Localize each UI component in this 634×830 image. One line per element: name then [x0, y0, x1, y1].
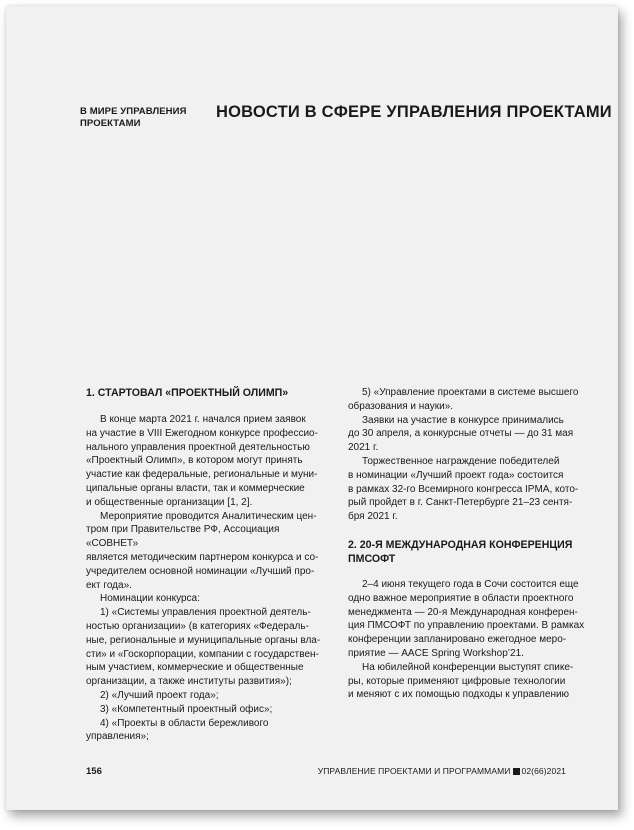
text-line: Номинации конкурса: — [100, 593, 200, 605]
text-line: и общественные организации [1, 2]. — [86, 496, 253, 508]
text-line: до 30 апреля, а конкурсные отчеты — до 31 мая — [348, 428, 574, 440]
text-line: Заявки на участие в конкурсе принимались — [362, 414, 564, 426]
text-line: 5) «Управление проектами в системе высшего — [362, 387, 579, 398]
page-number: 156 — [86, 766, 102, 777]
article-2-heading — [348, 538, 592, 566]
text-line: учредителем основной номинации «Лучший про- — [86, 565, 315, 577]
text-line: в номинации «Лучший проект года» состоится — [348, 469, 564, 481]
text-line: является методическим партнером конкурса и со- — [86, 551, 319, 563]
text-line: ные, региональные и муниципальные органы вла- — [86, 634, 321, 646]
text-line: рый пройдет в г. Санкт-Петербурге 21–23 сентя- — [348, 497, 573, 509]
text-line: конференции запланировано ежегодное меро- — [348, 634, 567, 646]
text-line: образования и науки». — [348, 400, 454, 412]
text-line: Мероприятие проводится Аналитическим цен- — [100, 510, 317, 522]
text-line: 2021 г. — [348, 442, 379, 454]
text-line: нального управления проектной деятельностью — [86, 441, 310, 453]
magazine-page — [6, 6, 618, 810]
text-line: в рамках 32-го Всемирного конгресса IPMA, кото- — [348, 483, 579, 495]
text-line: на участие в VIII Ежегодном конкурсе профессио- — [86, 427, 318, 439]
text-line: 2) «Лучший проект года»; — [100, 689, 219, 701]
text-line: и меняют с их помощью подходы к управлению — [348, 689, 570, 701]
text-line: участие как федеральные, региональные и муни- — [86, 469, 318, 481]
text-line: тром при Правительстве РФ, Ассоциация «СОВНЕТ» — [86, 524, 280, 550]
page-title: НОВОСТИ В СФЕРЕ УПРАВЛЕНИЯ ПРОЕКТАМИ — [216, 103, 612, 121]
text-line: ципальные органы власти, так и коммерческие — [86, 482, 305, 494]
text-line: приятие — AACE Spring Workshop’21. — [348, 647, 524, 659]
text-line: ным участием, коммерческие и общественные — [86, 662, 304, 674]
right-column — [348, 386, 592, 702]
text-line: 4) «Проекты в области бережливого управления»; — [86, 717, 269, 743]
article-2-body — [348, 578, 592, 702]
square-separator-icon — [513, 768, 520, 775]
text-line: ект года». — [86, 579, 132, 591]
text-line: 1) «Системы управления проектной деятель- — [100, 607, 311, 619]
text-line: Торжественное награждение победителей — [362, 455, 560, 467]
text-line: 3) «Компетентный проектный офис»; — [100, 703, 273, 715]
text-line: В конце марта 2021 г. начался прием заявок — [100, 414, 306, 425]
text-line: ры, которые применяют цифровые технологии — [348, 675, 566, 687]
article-1-body — [86, 413, 326, 744]
article-1-heading: 1. СТАРТОВАЛ «ПРОЕКТНЫЙ ОЛИМП» — [86, 387, 289, 399]
text-line: одно важное мероприятие в области проектного — [348, 592, 574, 604]
text-line: ция ПМСОФТ по управлению проектами. В рамках — [348, 620, 585, 632]
article-2-heading-line: 2. 20-Я МЕЖДУНАРОДНАЯ КОНФЕРЕНЦИЯ — [348, 538, 573, 551]
text-line: 2–4 июня текущего года в Сочи состоится еще — [362, 578, 579, 590]
article-2-heading-line: ПМСОФТ — [348, 552, 396, 565]
journal-name: УПРАВЛЕНИЕ ПРОЕКТАМИ И ПРОГРАММАМИ — [317, 766, 511, 776]
left-column — [86, 386, 326, 744]
section-label: В МИРЕ УПРАВЛЕНИЯ ПРОЕКТАМИ — [80, 106, 187, 129]
text-line: На юбилейной конференции выступят спике- — [362, 661, 574, 673]
text-line: менеджмента — 20-я Международная конферен- — [348, 606, 578, 618]
text-line: «Проектный Олимп», в котором могут принять — [86, 455, 303, 467]
text-line: организации, а также институты развития»); — [86, 676, 292, 688]
text-line: бря 2021 г. — [348, 511, 398, 523]
text-line: ностью организации» (в категориях «Федераль- — [86, 620, 309, 632]
running-footer — [318, 766, 566, 776]
issue-number: 02(66)2021 — [521, 766, 566, 776]
text-line: сти» и «Госкорпорации, компании с государствен- — [86, 648, 319, 660]
article-1-body-continued — [348, 386, 592, 524]
